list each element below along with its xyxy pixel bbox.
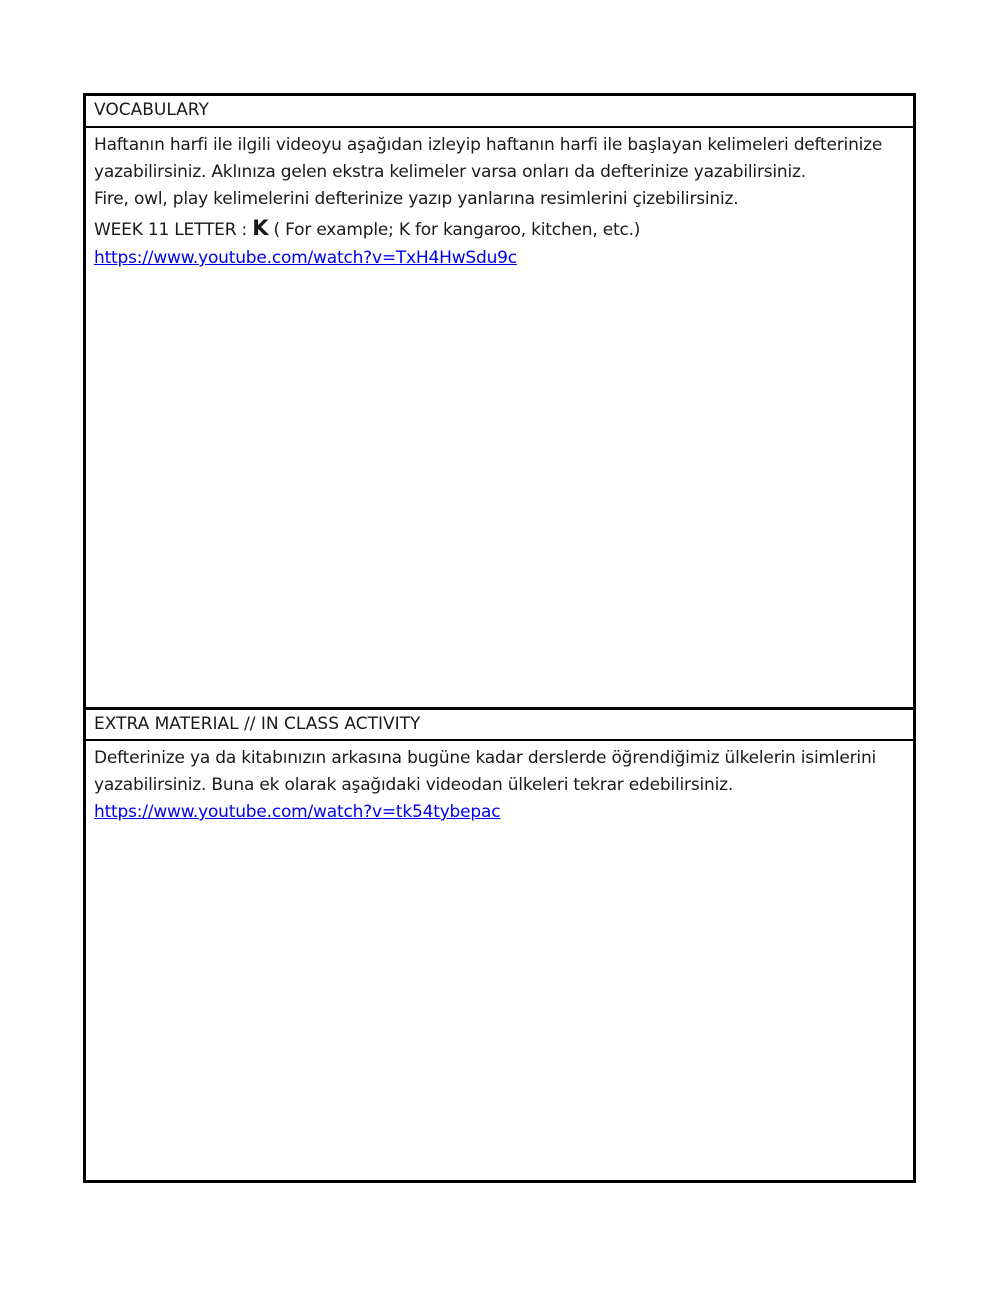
- week-letter: K: [252, 216, 269, 240]
- extra-material-video-link[interactable]: https://www.youtube.com/watch?v=tk54tybepac: [94, 802, 501, 822]
- week-letter-line: [94, 213, 905, 245]
- vocabulary-header: [86, 96, 913, 128]
- vocabulary-video-link[interactable]: https://www.youtube.com/watch?v=TxH4HwSdu9c: [94, 248, 517, 268]
- week-letter-prefix: WEEK 11 LETTER :: [94, 220, 253, 240]
- extra-material-instructions: Defterinize ya da kitabınızın arkasına bugüne kadar derslerde öğrendiğimiz ülkelerin isimlerini yazabilirsiniz. Buna ek olarak aşağıdaki videodan ülkeleri tekrar edebilirsiniz.: [94, 748, 877, 795]
- extra-material-header-label: EXTRA MATERIAL // IN CLASS ACTIVITY: [94, 714, 421, 734]
- extra-material-content: [86, 741, 913, 1180]
- worksheet-table: [83, 93, 916, 1183]
- vocabulary-header-label: VOCABULARY: [94, 100, 209, 120]
- vocabulary-drawing-instructions: Fire, owl, play kelimelerini defterinize yazıp yanlarına resimlerini çizebilirsiniz.: [94, 189, 739, 209]
- extra-material-header: [86, 707, 913, 741]
- vocabulary-content: [86, 128, 913, 707]
- vocabulary-instructions: Haftanın harfi ile ilgili videoyu aşağıdan izleyip haftanın harfi ile başlayan kelimeleri defterinize yazabilirsiniz. Aklınıza gelen ekstra kelimeler varsa onları da defterinize yazabilirsiniz.: [94, 135, 883, 182]
- week-letter-example: ( For example; K for kangaroo, kitchen, etc.): [268, 220, 641, 240]
